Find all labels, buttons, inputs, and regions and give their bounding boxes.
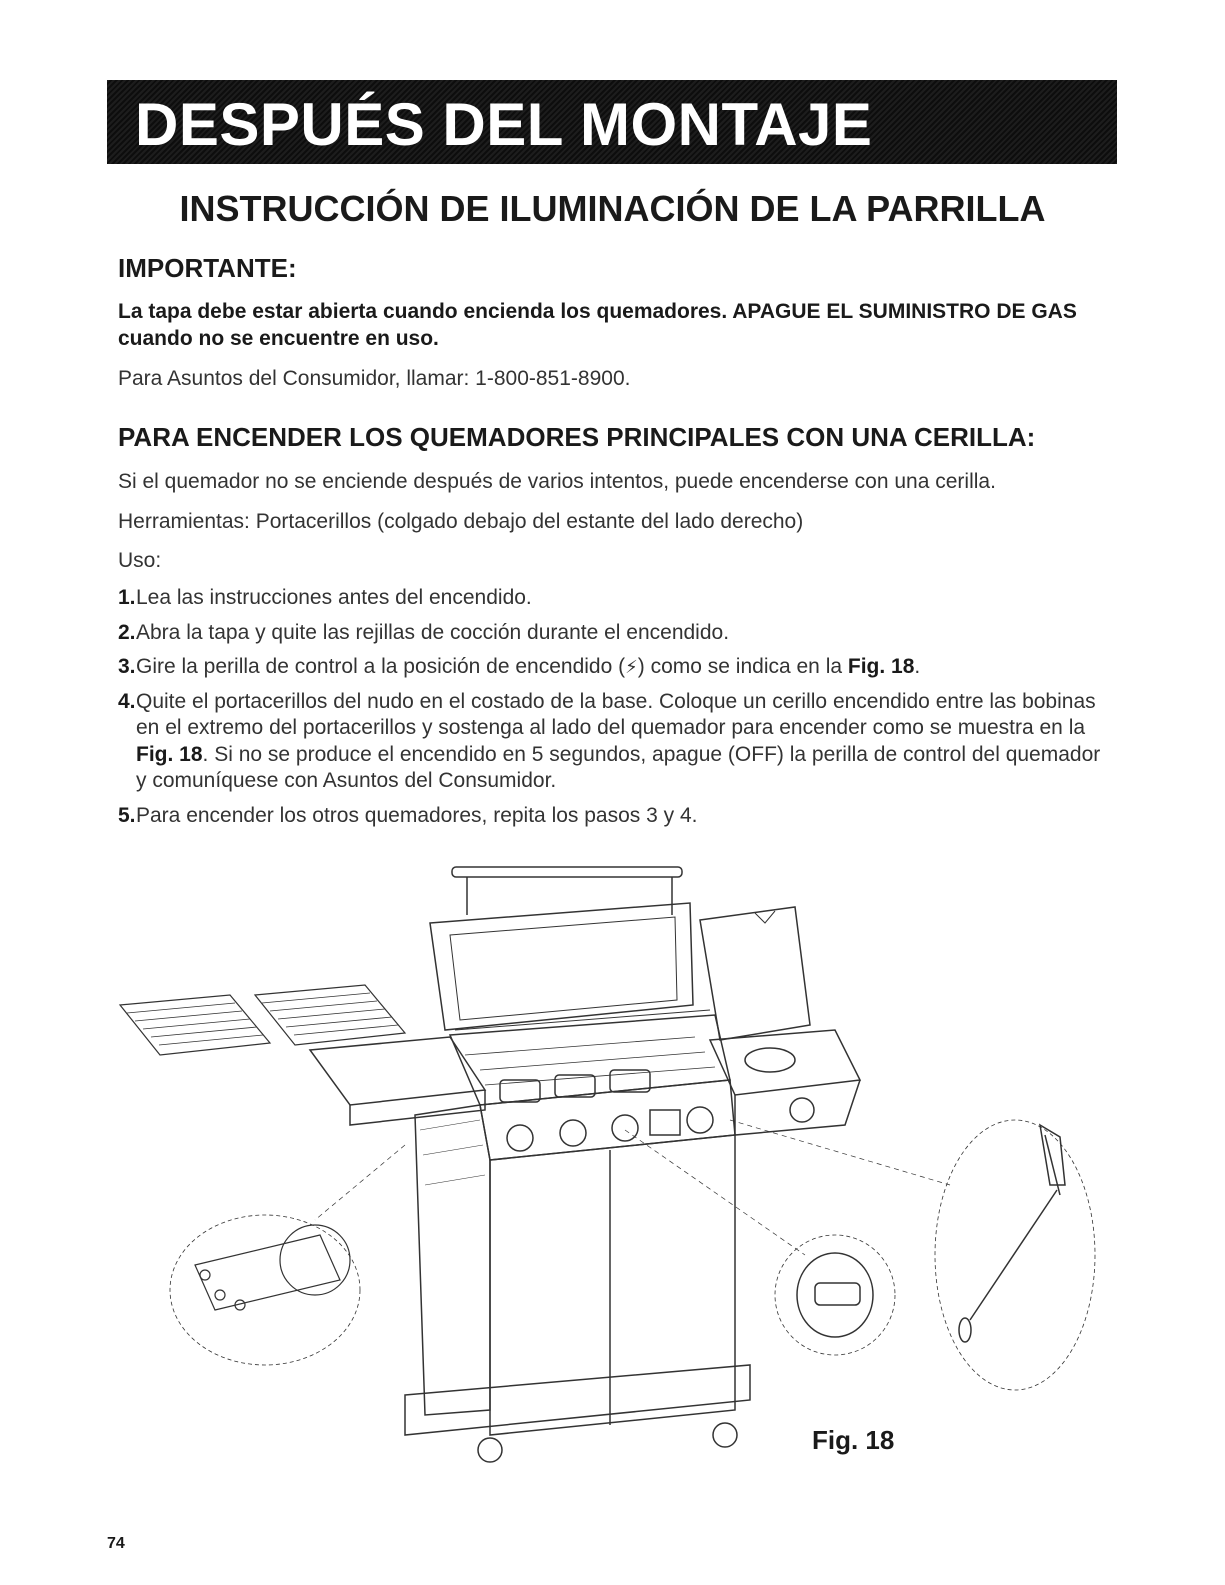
cabinet-icon bbox=[405, 1105, 750, 1462]
figure-reference: Fig. 18 bbox=[847, 655, 915, 678]
list-item: 3. Gire la perilla de control a la posición de encendido (⚡) como se indica en la Fig. 18. bbox=[118, 655, 921, 678]
grill-illustration bbox=[105, 855, 1115, 1480]
match-holder-icon bbox=[959, 1125, 1065, 1342]
page-number: 74 bbox=[107, 1535, 125, 1552]
figure-caption: Fig. 18 bbox=[812, 1425, 895, 1455]
section-heading: PARA ENCENDER LOS QUEMADORES PRINCIPALES CON UNA CERILLA: bbox=[118, 422, 1036, 452]
list-item: 5. Para encender los otros quemadores, repita los pasos 3 y 4. bbox=[118, 803, 698, 827]
list-item: 4. Quite el portacerillos del nudo en el costado de la base. Coloque un cerillo encendido entre las bobinas en el extremo del portacerillos y sostenga al lado del quemador para encender como se muestra en la Fig. 18. Si no se produce el encendido en 5 segundos, apague (OFF) la perilla de control del quemador y comuníquese con Asuntos del Consumidor. bbox=[118, 689, 1101, 792]
consumer-phone: Para Asuntos del Consumidor, llamar: 1-800-851-8900. bbox=[118, 367, 631, 390]
side-burner-icon bbox=[710, 1030, 860, 1135]
page-title: INSTRUCCIÓN DE ILUMINACIÓN DE LA PARRILLA bbox=[179, 188, 1046, 229]
control-knob-icon bbox=[797, 1253, 873, 1337]
match-holder-detail-circle-icon bbox=[935, 1120, 1095, 1390]
list-item: 2. Abra la tapa y quite las rejillas de cocción durante el encendido. bbox=[118, 620, 730, 644]
burner-detail-circle-icon bbox=[170, 1215, 360, 1365]
important-heading: IMPORTANTE: bbox=[118, 253, 297, 283]
section-intro: Si el quemador no se enciende después de varios intentos, puede encenderse con una cerilla. bbox=[118, 470, 996, 493]
banner-title: DESPUÉS DEL MONTAJE bbox=[135, 91, 873, 158]
side-shelf-icon bbox=[310, 1037, 485, 1125]
tools-line: Herramientas: Portacerillos (colgado debajo del estante del lado derecho) bbox=[118, 510, 804, 533]
use-label: Uso: bbox=[118, 549, 162, 572]
ignite-symbol-icon: ⚡ bbox=[625, 657, 638, 677]
burner-tube-detail-icon bbox=[195, 1225, 350, 1310]
firebox-icon bbox=[450, 1010, 730, 1105]
list-item: 1. Lea las instrucciones antes del encendido. bbox=[118, 586, 532, 609]
section-banner bbox=[107, 80, 1117, 164]
safety-notice: La tapa debe estar abierta cuando encienda los quemadores. APAGUE EL SUMINISTRO DE GAS cuando no se encuentre en uso. bbox=[118, 300, 1077, 350]
grill-lid-icon bbox=[430, 903, 693, 1030]
figure-reference: Fig. 18 bbox=[136, 742, 203, 766]
lid-handle-icon bbox=[452, 867, 682, 915]
steps-list bbox=[118, 585, 1108, 837]
